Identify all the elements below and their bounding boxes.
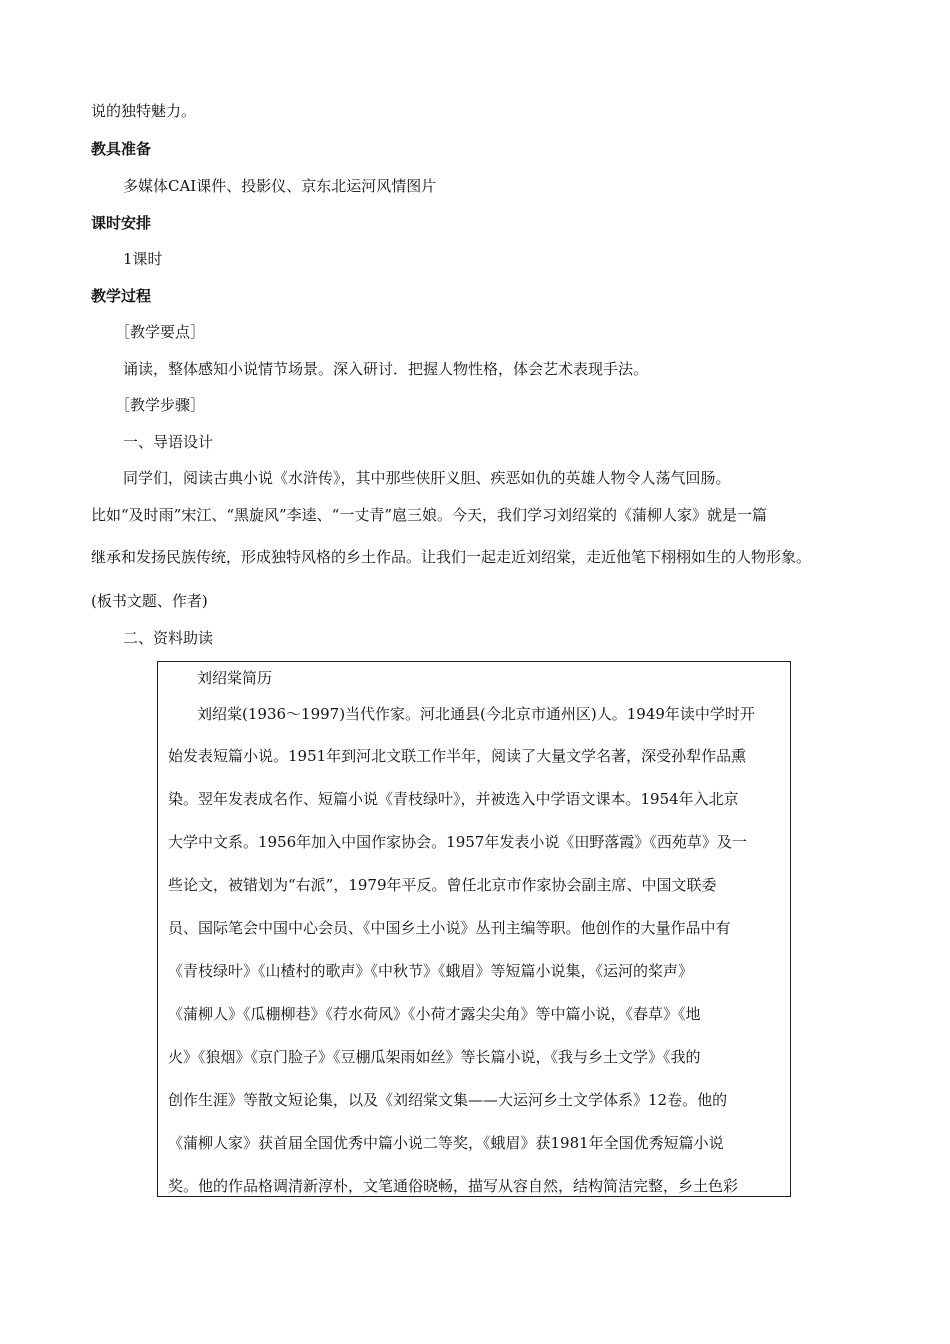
schedule-text: 1课时 bbox=[123, 250, 163, 268]
bio-line: 火》《狼烟》《京门脸子》《豆棚瓜架雨如丝》等长篇小说，《我与乡土文学》《我的 bbox=[168, 1048, 701, 1066]
process-heading: 教学过程 bbox=[91, 287, 152, 305]
steps-label: ［教学步骤］ bbox=[115, 396, 206, 414]
tools-heading: 教具准备 bbox=[91, 140, 152, 158]
bio-line: 染。翌年发表成名作、短篇小说《青枝绿叶》，并被选入中学语文课本。1954年入北京 bbox=[168, 790, 739, 808]
bio-line: 员、国际笔会中国中心会员、《中国乡土小说》丛刊主编等职。他创作的大量作品中有 bbox=[168, 919, 731, 937]
step1-paragraph-line-3: 继承和发扬民族传统，形成独特风格的乡土作品。让我们一起走近刘绍棠，走近他笔下栩栩如生的人物形象。 bbox=[91, 548, 812, 566]
bio-line: 刘绍棠(1936～1997)当代作家。河北通县(今北京市通州区)人。1949年读中学时开 bbox=[197, 705, 755, 723]
key-points-text: 诵读，整体感知小说情节场景。深入研讨．把握人物性格，体会艺术表现手法。 bbox=[123, 360, 649, 378]
step1-title: 一、导语设计 bbox=[123, 433, 214, 451]
bio-line: 奖。他的作品格调清新淳朴，文笔通俗晓畅，描写从容自然，结构简洁完整，乡土色彩 bbox=[168, 1177, 739, 1195]
bio-line: 大学中文系。1956年加入中国作家协会。1957年发表小说《田野落霞》《西苑草》及一 bbox=[168, 833, 747, 851]
step1-paragraph-line-1: 同学们，阅读古典小说《水浒传》，其中那些侠肝义胆、疾恶如仇的英雄人物令人荡气回肠。 bbox=[123, 469, 731, 487]
bio-line: 始发表短篇小说。1951年到河北文联工作半年，阅读了大量文学名著，深受孙犁作品熏 bbox=[168, 747, 747, 765]
step2-title: 二、资料助读 bbox=[123, 629, 214, 647]
bio-box bbox=[157, 661, 791, 1197]
schedule-heading: 课时安排 bbox=[91, 214, 152, 232]
bio-line: 《蒲柳人家》获首届全国优秀中篇小说二等奖，《蛾眉》获1981年全国优秀短篇小说 bbox=[168, 1134, 724, 1152]
step1-note: (板书文题、作者) bbox=[91, 592, 208, 610]
intro-tail-text: 说的独特魅力。 bbox=[91, 102, 197, 120]
tools-text: 多媒体CAI课件、投影仪、京东北运河风情图片 bbox=[123, 177, 437, 195]
bio-box-title: 刘绍棠简历 bbox=[197, 669, 273, 687]
bio-line: 《青枝绿叶》《山楂村的歌声》《中秋节》《蛾眉》等短篇小说集，《运河的桨声》 bbox=[168, 962, 694, 980]
key-points-label: ［教学要点］ bbox=[115, 323, 206, 341]
bio-line: 创作生涯》等散文短论集，以及《刘绍棠文集——大运河乡土文学体系》12卷。他的 bbox=[168, 1091, 728, 1109]
bio-line: 《蒲柳人》《瓜棚柳巷》《荇水荷风》《小荷才露尖尖角》等中篇小说，《春草》《地 bbox=[168, 1005, 701, 1023]
bio-line: 些论文，被错划为“右派”，1979年平反。曾任北京市作家协会副主席、中国文联委 bbox=[168, 876, 717, 894]
step1-paragraph-line-2: 比如“及时雨”宋江、“黑旋风”李逵、“一丈青”扈三娘。今天，我们学习刘绍棠的《蒲柳人家》就是一篇 bbox=[91, 506, 768, 524]
